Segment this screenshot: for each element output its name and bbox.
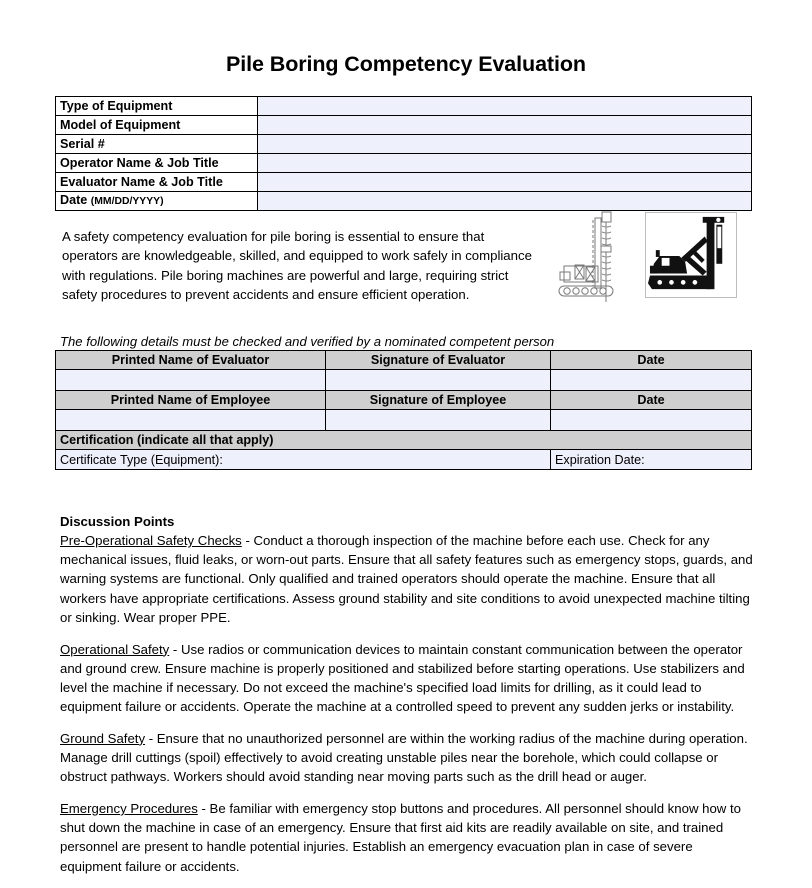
table-row: [56, 391, 752, 410]
piling-rig-silhouette-icon: [646, 213, 736, 297]
expiration-date-field[interactable]: [551, 450, 752, 470]
evaluator-printed-name-header: Printed Name of Evaluator: [56, 351, 326, 370]
table-row: [56, 351, 752, 370]
evaluator-signature-field[interactable]: [326, 370, 551, 391]
table-row: [56, 154, 752, 173]
evaluator-signature-header: Signature of Evaluator: [326, 351, 551, 370]
discussion-body: - Use radios or communication devices to maintain constant communication between the operator and ground crew. Ensure machine is properly positioned and stabilized before starting operations. Use stabilizers and level the machine if necessary. Do not exceed the machine's specified load limits for drilling, as it could lead to equipment failure or accidents. Operate the machine at a controlled speed to prevent any sudden jerks or instability.: [60, 641, 745, 715]
discussion-body: - Ensure that no unauthorized personnel are within the working radius of the machine during operation. Manage drill cuttings (spoil) effectively to avoid creating unstable piles near the borehole, which could collapse or obstruct pathways. Workers should avoid standing near moving parts such as the drill head or auger.: [60, 730, 748, 785]
evaluator-date-header: Date: [551, 351, 752, 370]
expiration-date-label: Expiration Date:: [555, 452, 645, 467]
table-row: [56, 192, 752, 211]
evaluator-name-label: Evaluator Name & Job Title: [56, 173, 258, 192]
discussion-body: - Conduct a thorough inspection of the machine before each use. Check for any mechanical issues, fluid leaks, or worn-out parts. Ensure that all safety features such as emergency stops, guards, and warning systems are functional. Only qualified and trained operators should operate the machine. Ensure that all workers have appropriate certifications. Assess ground stability and site conditions to avoid unexpected machine tilting or sinking. Wear proper PPE.: [60, 533, 753, 625]
discussion-point-operational-safety: [60, 640, 754, 717]
table-row: [56, 370, 752, 391]
equipment-model-label: Model of Equipment: [56, 116, 258, 135]
verification-table: [55, 350, 752, 470]
operator-name-label: Operator Name & Job Title: [56, 154, 258, 173]
discussion-section: [60, 513, 754, 888]
serial-number-field[interactable]: [258, 135, 752, 154]
piling-rig-silhouette-image: [645, 212, 737, 298]
employee-date-field[interactable]: [551, 410, 752, 431]
table-row: [56, 431, 752, 450]
discussion-term: Pre-Operational Safety Checks: [60, 533, 242, 548]
table-row: [56, 410, 752, 431]
date-label: Date (MM/DD/YYYY): [56, 192, 258, 211]
table-row: [56, 116, 752, 135]
intro-paragraph: A safety competency evaluation for pile boring is essential to ensure that operators are knowledgeable, skilled, and equipped to work safely in compliance with regulations. Pile boring machines are powerful and large, requiring strict safety procedures to prevent accidents and ensure efficient operation.: [62, 229, 532, 303]
discussion-point-emergency-procedures: [60, 799, 754, 876]
equipment-model-field[interactable]: [258, 116, 752, 135]
discussion-term: Operational Safety: [60, 641, 170, 657]
certificate-type-field[interactable]: [56, 450, 551, 470]
serial-number-label: Serial #: [56, 135, 258, 154]
employee-printed-name-header: Printed Name of Employee: [56, 391, 326, 410]
date-field[interactable]: [258, 192, 752, 211]
equipment-type-field[interactable]: [258, 97, 752, 116]
evaluator-printed-name-field[interactable]: [56, 370, 326, 391]
employee-date-header: Date: [551, 391, 752, 410]
table-row: [56, 173, 752, 192]
operator-name-field[interactable]: [258, 154, 752, 173]
evaluator-date-field[interactable]: [551, 370, 752, 391]
drilling-rig-line-art-icon: [558, 210, 634, 308]
equipment-type-label: Type of Equipment: [56, 97, 258, 116]
discussion-body: - Be familiar with emergency stop buttons and procedures. All personnel should know how to shut down the machine in case of an emergency. Ensure that first aid kits are readily available on site, and trained personnel are present to handle potential injuries. Establish an emergency evacuation plan in case of severe equipment failure or accidents.: [60, 800, 741, 874]
discussion-term: Emergency Procedures: [60, 800, 198, 816]
table-row: [56, 135, 752, 154]
certification-section-header: Certification (indicate all that apply): [56, 431, 752, 450]
employee-printed-name-field[interactable]: [56, 410, 326, 431]
discussion-point-pre-operational: [60, 531, 754, 627]
equipment-info-table: [55, 96, 752, 211]
table-row: [56, 450, 752, 470]
date-format-hint: (MM/DD/YYYY): [90, 196, 164, 207]
table-row: [56, 97, 752, 116]
evaluator-name-field[interactable]: [258, 173, 752, 192]
discussion-heading: Discussion Points: [60, 514, 175, 529]
discussion-point-ground-safety: [60, 729, 754, 787]
employee-signature-header: Signature of Employee: [326, 391, 551, 410]
page-title: Pile Boring Competency Evaluation: [226, 52, 586, 76]
employee-signature-field[interactable]: [326, 410, 551, 431]
verification-instruction: The following details must be checked and verified by a nominated competent person: [60, 334, 555, 349]
certificate-type-label: Certificate Type (Equipment):: [60, 452, 223, 467]
discussion-term: Ground Safety: [60, 730, 146, 746]
